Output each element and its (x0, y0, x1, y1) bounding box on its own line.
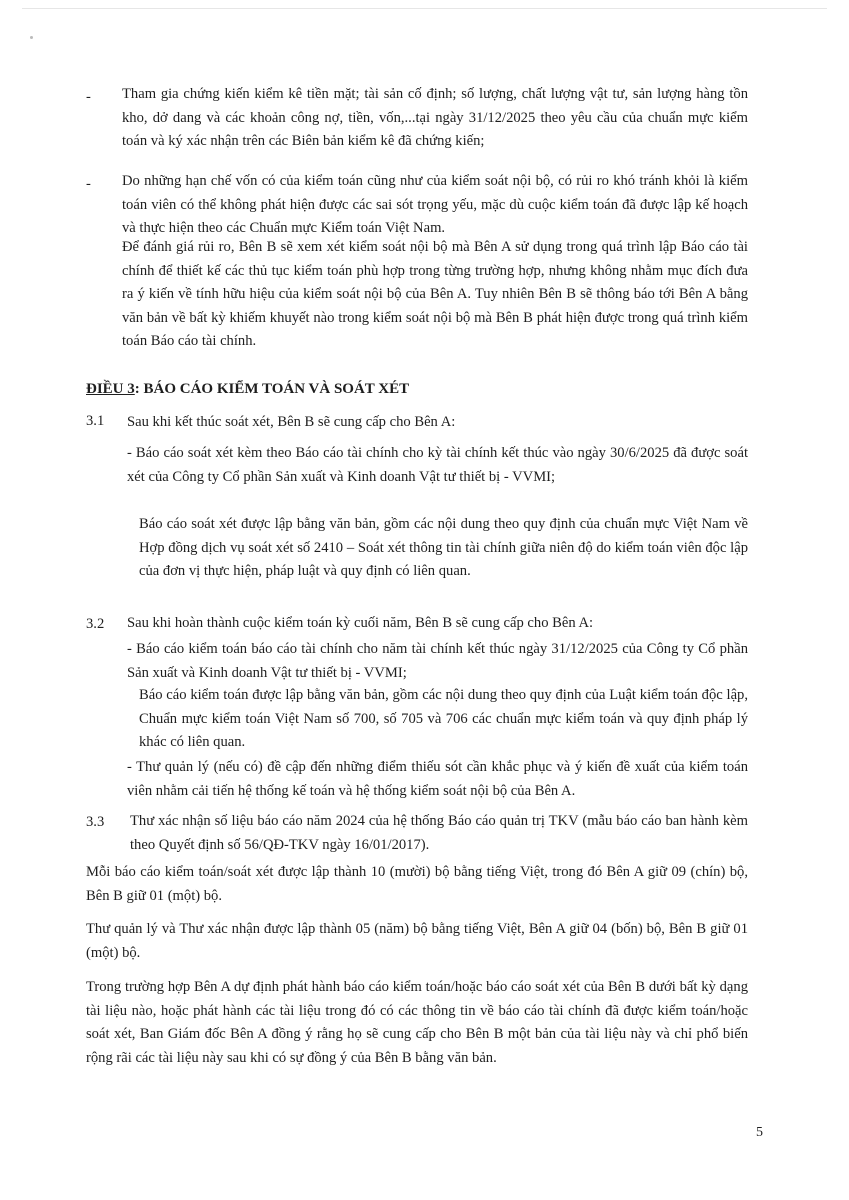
page-number: 5 (756, 1125, 763, 1140)
article-3-label: ĐIỀU 3 (86, 381, 135, 397)
section-3-1-lead: Sau khi kết thúc soát xét, Bên B sẽ cung cấp cho Bên A: (127, 414, 456, 430)
section-3-1-number: 3.1 (86, 413, 105, 429)
section-3-2-item-management-letter: - Thư quản lý (nếu có) đề cập đến những điểm thiếu sót cần khắc phục và ý kiến đề xuất của kiểm toán viên nhằm cải tiến hệ thống kế toán và hệ thống kiểm soát nội bộ của Bên A. (127, 759, 748, 799)
section-3-3-number: 3.3 (86, 814, 105, 830)
section-3-1-item-review-report: - Báo cáo soát xét kèm theo Báo cáo tài chính cho kỳ tài chính kết thúc vào ngày 30/6/2025 đã được soát xét của Công ty Cổ phần Sản xuất và Kinh doanh Vật tư thiết bị - VVMI; (127, 445, 748, 485)
section-3-3-text: Thư xác nhận số liệu báo cáo năm 2024 của hệ thống Báo cáo quản trị TKV (mẫu báo cáo ban hành kèm theo Quyết định số 56/QĐ-TKV ngày 16/01/2017). (130, 813, 748, 853)
top-rule (22, 8, 827, 9)
risk-assessment-paragraph: Để đánh giá rủi ro, Bên B sẽ xem xét kiểm soát nội bộ mà Bên A sử dụng trong quá trình lập Báo cáo tài chính để thiết kế các thủ tục kiểm toán phù hợp trong từng trường hợp, nhưng không nhằm mục đích đưa ra ý kiến về tính hữu hiệu của kiểm soát nội bộ của Bên A. Tuy nhiên Bên B sẽ thông báo tới Bên A bằng văn bản về bất kỳ khiếm khuyết nào trong kiểm soát nội bộ mà Bên B phát hiện được trong quá trình kiểm toán Báo cáo tài chính. (122, 239, 748, 349)
section-3-2-number: 3.2 (86, 616, 105, 632)
bullet-inherent-limits-text: Do những hạn chế vốn có của kiểm toán cũng như của kiểm soát nội bộ, có rủi ro khó tránh khỏi là kiểm toán viên có thể không phát hiện được các sai sót trọng yếu, mặc dù cuộc kiểm toán đã được lập kế hoạch và thực hiện theo các Chuẩn mực Kiểm toán Việt Nam. (122, 173, 748, 236)
scan-speck (30, 36, 33, 39)
article-3-heading (86, 381, 409, 398)
section-3-1-item-review-report-detail: Báo cáo soát xét được lập bằng văn bản, gồm các nội dung theo quy định của chuẩn mực Việt Nam về Hợp đồng dịch vụ soát xét số 2410 – Soát xét thông tin tài chính giữa niên độ do kiểm toán viên độc lập của đơn vị thực hiện, pháp luật và quy định có liên quan. (139, 516, 748, 579)
report-copies-paragraph: Mỗi báo cáo kiểm toán/soát xét được lập thành 10 (mười) bộ bằng tiếng Việt, trong đó Bên A giữ 09 (chín) bộ, Bên B giữ 01 (một) bộ. (86, 864, 748, 904)
letter-copies-paragraph: Thư quản lý và Thư xác nhận được lập thành 05 (năm) bộ bằng tiếng Việt, Bên A giữ 04 (bốn) bộ, Bên B giữ 01 (một) bộ. (86, 921, 748, 961)
article-3-title: : BÁO CÁO KIỂM TOÁN VÀ SOÁT XÉT (134, 381, 410, 397)
section-3-2-item-audit-report-detail: Báo cáo kiểm toán được lập bằng văn bản, gồm các nội dung theo quy định của Luật kiểm toán độc lập, Chuẩn mực kiểm toán Việt Nam số 700, số 705 và 706 các chuẩn mực kiểm toán và quy định pháp lý khác có liên quan. (139, 687, 748, 750)
section-3-2-lead: Sau khi hoàn thành cuộc kiểm toán kỳ cuối năm, Bên B sẽ cung cấp cho Bên A: (127, 615, 594, 631)
issuance-paragraph: Trong trường hợp Bên A dự định phát hành báo cáo kiểm toán/hoặc báo cáo soát xét của Bên B dưới bất kỳ dạng tài liệu nào, hoặc phát hành các tài liệu trong đó có các thông tin về báo cáo tài chính đã được kiểm toán/hoặc soát xét, Ban Giám đốc Bên A đồng ý rằng họ sẽ cung cấp cho Bên B một bản của tài liệu này và chỉ phổ biến rộng rãi các tài liệu này sau khi có sự đồng ý của Bên B bằng văn bản. (86, 979, 748, 1066)
section-3-2-item-audit-report: - Báo cáo kiểm toán báo cáo tài chính cho năm tài chính kết thúc ngày 31/12/2025 của Công ty Cổ phần Sản xuất và Kinh doanh Vật tư thiết bị - VVMI; (127, 641, 748, 681)
document-page: - Tham gia chứng kiến kiểm kê tiền mặt; tài sản cố định; số lượng, chất lượng vật tư, sản lượng hàng tồn kho, dở dang và các khoản công nợ, tiền, vốn,...tại ngày 31/12/2025 theo yêu cầu của chuẩn mực kiểm toán và ký xác nhận trên các Biên bản kiểm kê đã chứng kiến; - Do những hạn chế vốn có của kiểm toán cũng như của kiểm soát nội bộ, có rủi ro khó tránh khỏi là kiểm toán viên có thể không phát hiện được các sai sót trọng yếu, mặc dù cuộc kiểm toán đã được lập kế hoạch và thực hiện theo các Chuẩn mực Kiểm toán Việt Nam. Để đánh giá rủi ro, Bên B sẽ xem xét kiểm soát nội bộ mà Bên A sử dụng trong quá trình lập Báo cáo tài chính để thiết kế các thủ tục kiểm toán phù hợp trong từng trường hợp, nhưng không nhằm mục đích đưa ra ý kiến về tính hữu hiệu của kiểm soát nội bộ của Bên A. Tuy nhiên Bên B sẽ thông báo tới Bên A bằng văn bản về bất kỳ khiếm khuyết nào trong kiểm soát nội bộ mà Bên B phát hiện được trong quá trình kiểm toán Báo cáo tài chính. ĐIỀU 3: BÁO CÁO KIỂM TOÁN VÀ SOÁT XÉT 3.1 Sau khi kết thúc soát xét, Bên B sẽ cung cấp cho Bên A: - Báo cáo soát xét kèm theo Báo cáo tài chính cho kỳ tài chính kết thúc vào ngày 30/6/2025 đã được soát xét của Công ty Cổ phần Sản xuất và Kinh doanh Vật tư thiết bị - VVMI; Báo cáo soát xét được lập bằng văn bản, gồm các nội dung theo quy định của chuẩn mực Việt Nam về Hợp đồng dịch vụ soát xét số 2410 – Soát xét thông tin tài chính giữa niên độ do kiểm toán viên độc lập của đơn vị thực hiện, pháp luật và quy định có liên quan. 3.2 Sau khi hoàn thành cuộc kiểm toán kỳ cuối năm, Bên B sẽ cung cấp cho Bên A: - Báo cáo kiểm toán báo cáo tài chính cho năm tài chính kết thúc ngày 31/12/2025 của Công ty Cổ phần Sản xuất và Kinh doanh Vật tư thiết bị - VVMI; Báo cáo kiểm toán được lập bằng văn bản, gồm các nội dung theo quy định của Luật kiểm toán độc lập, Chuẩn mực kiểm toán Việt Nam số 700, số 705 và 706 các chuẩn mực kiểm toán và quy định pháp lý khác có liên quan. - Thư quản lý (nếu có) đề cập đến những điểm thiếu sót cần khắc phục và ý kiến đề xuất của kiểm toán viên nhằm cải tiến hệ thống kế toán và hệ thống kiểm soát nội bộ của Bên A. 3.3 Thư xác nhận số liệu báo cáo năm 2024 của hệ thống Báo cáo quản trị TKV (mẫu báo cáo ban hành kèm theo Quyết định số 56/QĐ-TKV ngày 16/01/2017). Mỗi báo cáo kiểm toán/soát xét được lập thành 10 (mười) bộ bằng tiếng Việt, trong đó Bên A giữ 09 (chín) bộ, Bên B giữ 01 (một) bộ. Thư quản lý và Thư xác nhận được lập thành 05 (năm) bộ bằng tiếng Việt, Bên A giữ 04 (bốn) bộ, Bên B giữ 01 (một) bộ. Trong trường hợp Bên A dự định phát hành báo cáo kiểm toán/hoặc báo cáo soát xét của Bên B dưới bất kỳ dạng tài liệu nào, hoặc phát hành các tài liệu trong đó có các thông tin về báo cáo tài chính đã được kiểm toán/hoặc soát xét, Ban Giám đốc Bên A đồng ý rằng họ sẽ cung cấp cho Bên B một bản của tài liệu này và chỉ phổ biến rộng rãi các tài liệu này sau khi có sự đồng ý của Bên B bằng văn bản. 5 (0, 0, 849, 1200)
bullet-stocktake-text: Tham gia chứng kiến kiểm kê tiền mặt; tài sản cố định; số lượng, chất lượng vật tư, sản lượng hàng tồn kho, dở dang và các khoản công nợ, tiền, vốn,...tại ngày 31/12/2025 theo yêu cầu của chuẩn mực kiểm toán và ký xác nhận trên các Biên bản kiểm kê đã chứng kiến; (122, 86, 748, 149)
